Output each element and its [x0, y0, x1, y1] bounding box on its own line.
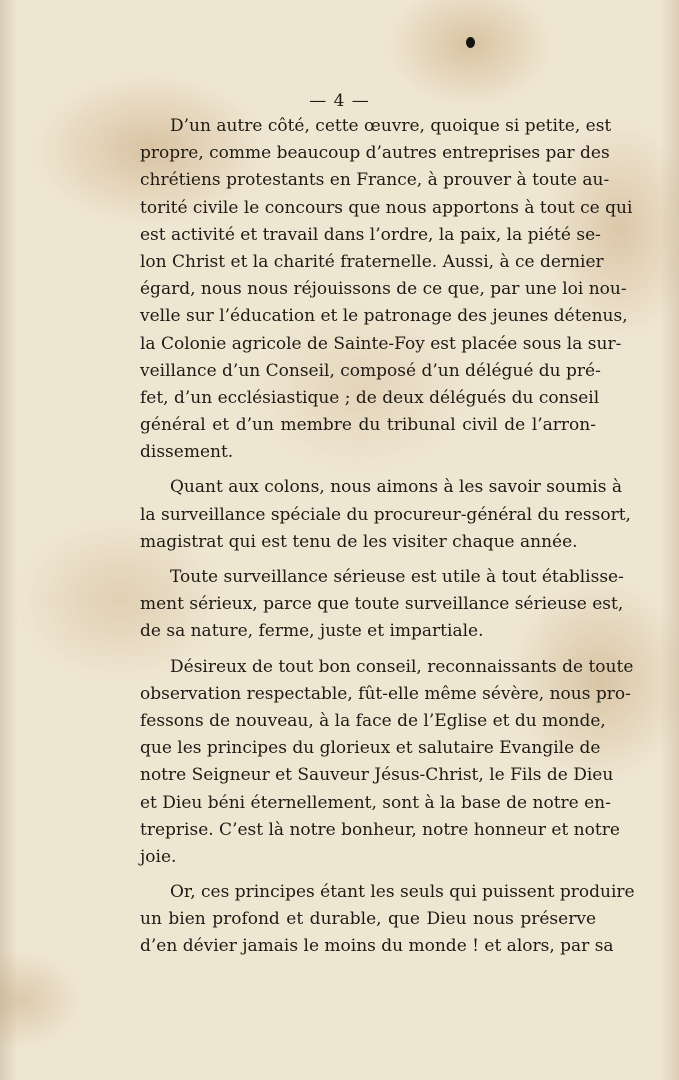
text-line: ment sérieux, parce que toute surveillance sérieuse est,: [140, 594, 624, 615]
text-line: velle sur l’éducation et le patronage des jeunes détenus,: [140, 306, 628, 327]
text-line: fet, d’un ecclésiastique ; de deux délégués du conseil: [140, 387, 600, 408]
text-line: la Colonie agricole de Sainte-Foy est placée sous la sur-: [140, 333, 622, 354]
text-line: chrétiens protestants en France, à prouver à toute au-: [140, 170, 610, 191]
text-line: observation respectable, fût-elle même sévère, nous pro-: [140, 683, 631, 704]
text-line: égard, nous nous réjouissons de ce que, par une loi nou-: [140, 279, 627, 300]
text-line: magistrat qui est tenu de les visiter chaque année.: [140, 531, 578, 552]
text-line: lon Christ et la charité fraternelle. Aussi, à ce dernier: [140, 251, 604, 272]
text-line: veillance d’un Conseil, composé d’un délégué du pré-: [140, 360, 601, 381]
text-line: D’un autre côté, cette œuvre, quoique si petite, est: [170, 116, 612, 136]
text-line: Toute surveillance sérieuse est utile à tout établisse-: [170, 567, 624, 587]
text-line: la surveillance spéciale du procureur-général du ressort,: [140, 504, 631, 525]
text-line: notre Seigneur et Sauveur Jésus-Christ, le Fils de Dieu: [140, 765, 614, 786]
text-line: et Dieu béni éternellement, sont à la base de notre en-: [140, 792, 611, 813]
text-line: propre, comme beaucoup d’autres entreprises par des: [140, 143, 610, 164]
text-line: de sa nature, ferme, juste et impartiale.: [140, 621, 484, 642]
paragraph: [140, 879, 635, 961]
text-line: Or, ces principes étant les seuls qui puissent produire: [170, 882, 635, 903]
text-line: torité civile le concours que nous apportons à tout ce qui: [140, 197, 633, 218]
paragraph: [140, 113, 633, 466]
page-number: — 4 —: [309, 91, 370, 111]
text-line: que les principes du glorieux et salutaire Evangile de: [140, 738, 601, 759]
ink-blot: [466, 37, 475, 48]
paragraph: [140, 474, 631, 556]
paragraph: [140, 564, 624, 646]
text-line: Quant aux colons, nous aimons à les savoir soumis à: [170, 477, 623, 498]
body-text: [140, 113, 635, 969]
text-line: d’en dévier jamais le moins du monde ! et alors, par sa: [140, 936, 614, 957]
text-line: dissement.: [140, 442, 234, 463]
text-line: treprise. C’est là notre bonheur, notre honneur et notre: [140, 819, 620, 840]
text-line: fessons de nouveau, à la face de l’Eglise et du monde,: [140, 710, 606, 731]
text-line: est activité et travail dans l’ordre, la paix, la piété se-: [140, 224, 601, 245]
text-line: Désireux de tout bon conseil, reconnaissants de toute: [170, 656, 634, 677]
text-line: général et d’un membre du tribunal civil de l’arron-: [140, 415, 596, 436]
paragraph: [140, 654, 634, 872]
text-line: joie.: [140, 846, 177, 867]
text-line: un bien profond et durable, que Dieu nous préserve: [140, 909, 596, 930]
